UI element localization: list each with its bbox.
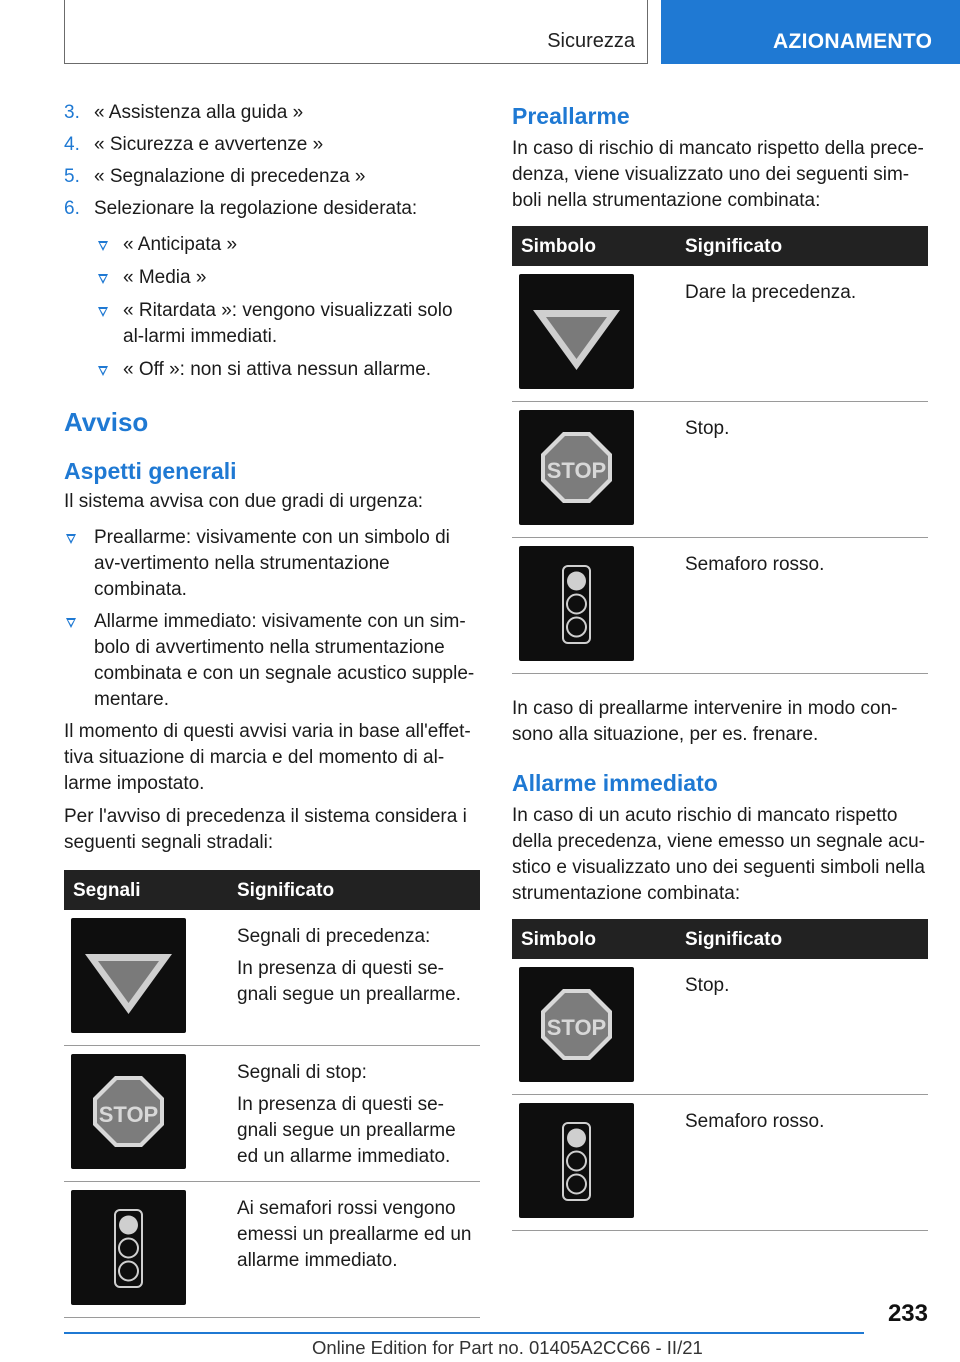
table-cell: Dare la precedenza.	[685, 282, 857, 303]
subheading-aspetti-generali: Aspetti generali	[64, 458, 237, 484]
heading-allarme-immediato: Allarme immediato	[512, 770, 718, 796]
cell-detail: In presenza di questi se-gnali segue un preallarme ed un allarme immediato.	[237, 1094, 456, 1167]
right-column	[512, 103, 928, 1231]
stop-sign-icon	[519, 410, 634, 525]
svg-text:STOP: STOP	[546, 458, 607, 483]
step-item	[64, 132, 480, 158]
table-row	[512, 959, 928, 1095]
step-text: « Assistenza alla guida »	[94, 102, 304, 123]
bullet-item	[64, 525, 480, 603]
yield-sign-icon	[71, 918, 186, 1033]
bullet-text: Preallarme: visivamente con un simbolo di av-vertimento nella strumentazione combinata.	[94, 527, 450, 600]
symbols-table-allarme	[512, 919, 928, 1231]
table-cell: Stop.	[685, 975, 730, 996]
option-item	[64, 357, 480, 383]
option-list	[64, 232, 480, 383]
left-column	[64, 100, 480, 1318]
step-text: Selezionare la regolazione desiderata:	[94, 198, 418, 219]
step-number: 6.	[64, 198, 80, 219]
option-text: « Ritardata »: vengono visualizzati solo al-larmi immediati.	[123, 300, 453, 347]
table-cell: Stop.	[685, 418, 730, 439]
bullet-triangle-icon	[66, 618, 76, 628]
stop-sign-icon	[519, 967, 634, 1082]
paragraph-preallarme: In caso di rischio di mancato rispetto della prece-denza, viene visualizzato uno dei seguenti sim-boli nella strumentazione combinata:	[512, 138, 924, 211]
table-header	[512, 919, 928, 959]
paragraph-signals: Per l'avviso di precedenza il sistema considera i seguenti segnali stradali:	[64, 806, 467, 853]
traffic-light-icon	[71, 1190, 186, 1305]
column-header-significato: Significato	[237, 880, 335, 901]
column-header-significato: Significato	[685, 236, 783, 257]
step-number: 5.	[64, 166, 80, 187]
table-cell: Semaforo rosso.	[685, 1111, 825, 1132]
table-cell: Semaforo rosso.	[685, 554, 825, 575]
column-header-simbolo: Simbolo	[521, 929, 596, 950]
bullet-triangle-icon	[66, 534, 76, 544]
option-item	[64, 298, 480, 350]
footer-divider	[64, 1332, 864, 1334]
table-header	[512, 226, 928, 266]
step-item	[64, 196, 480, 222]
table-row	[512, 266, 928, 402]
step-number: 3.	[64, 102, 80, 123]
table-cell	[237, 1196, 477, 1280]
step-text: « Sicurezza e avvertenze »	[94, 134, 324, 155]
bullet-triangle-icon	[98, 241, 108, 251]
cell-detail: In presenza di questi se-gnali segue un preallarme.	[237, 958, 461, 1005]
option-text: « Media »	[123, 267, 207, 288]
stop-sign-icon	[71, 1054, 186, 1169]
yield-sign-icon	[519, 274, 634, 389]
bullet-triangle-icon	[98, 274, 108, 284]
heading-preallarme: Preallarme	[512, 103, 630, 129]
cell-title: Segnali di stop:	[237, 1062, 367, 1083]
bullet-triangle-icon	[98, 307, 108, 317]
bullet-text: Allarme immediato: visivamente con un sim-bolo di avvertimento nella strumentazione combinata e con un segnale acustico supple-mentare.	[94, 611, 475, 710]
paragraph-timing: Il momento di questi avvisi varia in base all'effet-tiva situazione di marcia e del momento di al-larme impostato.	[64, 721, 471, 794]
signals-table	[64, 870, 480, 1318]
header-section-title: Sicurezza	[547, 30, 635, 52]
step-item	[64, 164, 480, 190]
column-header-segnali: Segnali	[73, 880, 141, 901]
column-header-simbolo: Simbolo	[521, 236, 596, 257]
option-item	[64, 265, 480, 291]
table-row	[64, 1046, 480, 1182]
traffic-light-icon	[519, 546, 634, 661]
table-cell	[237, 924, 477, 1014]
table-row	[512, 1095, 928, 1231]
cell-title: Segnali di precedenza:	[237, 926, 431, 947]
option-text: « Anticipata »	[123, 234, 238, 255]
paragraph-reaction: In caso di preallarme intervenire in modo con-sono alla situazione, per es. frenare.	[512, 698, 898, 745]
numbered-steps	[64, 100, 480, 222]
footer-edition-text: Online Edition for Part no. 01405A2CC66 - II/21	[312, 1337, 703, 1358]
step-item	[64, 100, 480, 126]
table-row	[512, 402, 928, 538]
header-chapter-tab	[661, 0, 960, 64]
bullet-item	[64, 609, 480, 713]
traffic-light-icon	[519, 1103, 634, 1218]
table-row	[512, 538, 928, 674]
header-chapter-title: AZIONAMENTO	[773, 30, 933, 53]
svg-text:STOP: STOP	[546, 1015, 607, 1040]
step-number: 4.	[64, 134, 80, 155]
paragraph-allarme: In caso di un acuto rischio di mancato rispetto della precedenza, viene emesso un segnale acu-stico e visualizzato uno dei seguenti simboli nella strumentazione combinata:	[512, 805, 925, 904]
cell-title: Ai semafori rossi vengono emessi un preallarme ed un allarme immediato.	[237, 1198, 472, 1271]
table-cell	[237, 1060, 477, 1176]
option-text: « Off »: non si attiva nessun allarme.	[123, 359, 432, 380]
table-row	[64, 910, 480, 1046]
step-text: « Segnalazione di precedenza »	[94, 166, 366, 187]
svg-text:STOP: STOP	[98, 1102, 159, 1127]
header-section-tab	[64, 0, 648, 64]
page-number: 233	[887, 1300, 928, 1327]
intro-text: Il sistema avvisa con due gradi di urgenza:	[64, 491, 424, 512]
symbols-table-preallarme	[512, 226, 928, 674]
table-row	[64, 1182, 480, 1318]
column-header-significato: Significato	[685, 929, 783, 950]
bullet-triangle-icon	[98, 366, 108, 376]
table-header	[64, 870, 480, 910]
section-heading-avviso: Avviso	[64, 407, 149, 437]
option-item	[64, 232, 480, 258]
